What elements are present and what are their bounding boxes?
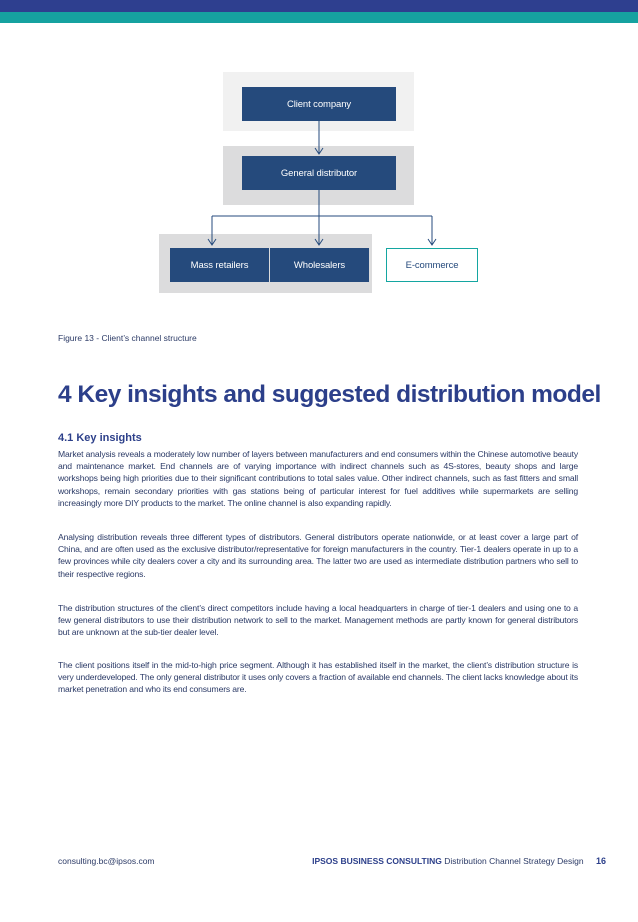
footer-brand: IPSOS BUSINESS CONSULTING [312,856,442,866]
header-band-teal [0,12,638,23]
arrowhead-ecommerce [428,239,436,245]
node-client-company: Client company [242,87,396,121]
paragraph-distribution-types: Analysing distribution reveals three different types of distributors. General distributors operate nationwide, or at least cover a large part of China, and are often used as the exclusive distributor/representative for foreign manufacturers in the country. Tier-1 dealers operate in up to a few provinces while city dealers cover a city and its surrounding area. The latter two are used as intermediate distribution partners who sell to their respective regions. [58,532,578,579]
paragraph-market-analysis: Market analysis reveals a moderately low number of layers between manufacturers and end consumers within the Chinese automotive beauty and maintenance market. End channels are of varying importance with indirect channels such as 4S-stores, beauty shops and large workshops being high priorities due to their significant contributions to total sales value. Other indirect channels, such as fast fitters and small workshops, remain secondary priorities with gas stations being of particular interest for fuel additives while supermarkets are selling increasingly more DIY products to the market. The online channel is also expanding rapidly. [58,449,578,508]
footer-right [312,856,606,866]
paragraph-competitors: The distribution structures of the client’s direct competitors include having a local headquarters in charge of tier-1 dealers and using one to a few general distributors to use their distribution network to sell to the market. Management methods are partly known for general distributors but are unknown at the sub-tier dealer level. [58,603,578,638]
node-mass-retailers: Mass retailers [170,248,269,282]
node-wholesalers: Wholesalers [270,248,369,282]
header-band-blue [0,0,638,12]
section-title: 4 Key insights and suggested distribution model [58,381,601,408]
node-ecommerce: E-commerce [386,248,478,282]
paragraph-client-positioning: The client positions itself in the mid-to-high price segment. Although it has established itself in the market, the client’s distribution structure is very underdeveloped. The only general distributor it uses only covers a fraction of available end channels. The client lacks knowledge about its market penetration and who its end consumers are. [58,660,578,695]
footer-email: consulting.bc@ipsos.com [58,856,155,866]
node-general-distributor: General distributor [242,156,396,190]
footer-doc-title: Distribution Channel Strategy Design [444,856,584,866]
figure-caption: Figure 13 - Client’s channel structure [58,333,197,343]
page-number: 16 [595,856,606,866]
subsection-title: 4.1 Key insights [58,432,142,444]
